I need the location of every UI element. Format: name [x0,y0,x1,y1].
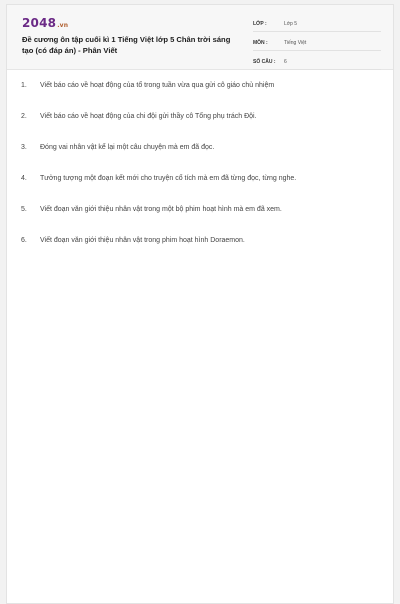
document-meta [253,17,381,74]
question-number: 4. [21,175,27,182]
question-number: 3. [21,144,27,151]
question-item [21,174,381,184]
question-item [21,112,381,122]
meta-value-question-count: 6 [284,59,287,65]
logo-main-text: 2048 [22,16,57,30]
meta-value-grade: Lớp 5 [284,21,298,27]
question-number: 6. [21,237,27,244]
question-number: 5. [21,206,27,213]
meta-label-grade: LỚP : [253,21,267,27]
document-header [7,5,393,70]
meta-label-subject: MÔN : [253,40,268,46]
question-text: Viết báo cáo về hoạt động của tổ trong tuần vừa qua gửi cô giáo chủ nhiệm [40,82,275,89]
logo-suffix-text: .vn [57,22,69,29]
meta-row-question-count [253,55,381,70]
meta-label-question-count: SỐ CÂU : [253,59,276,65]
question-item [21,81,381,91]
question-item [21,236,381,246]
question-text: Viết đoạn văn giới thiệu nhân vật trong phim hoạt hình Doraemon. [40,237,245,244]
question-text: Viết đoạn văn giới thiệu nhân vật trong một bộ phim hoạt hình mà em đã xem. [40,206,282,213]
question-number: 1. [21,82,27,89]
document-title: Đề cương ôn tập cuối kì 1 Tiếng Việt lớp 5 Chân trời sáng tạo (có đáp án) - Phân Viết [22,35,231,55]
meta-value-subject: Tiếng Việt [284,40,307,46]
site-logo[interactable] [22,16,68,33]
question-text: Đóng vai nhân vật kể lại một câu chuyện mà em đã đọc. [40,144,215,151]
question-number: 2. [21,113,27,120]
question-text: Tưởng tượng một đoạn kết mới cho truyện cổ tích mà em đã từng đọc, từng nghe. [40,175,297,182]
meta-row-grade [253,17,381,32]
question-text: Viết báo cáo về hoạt động của chi đội gửi thầy cô Tổng phụ trách Đội. [40,113,257,120]
meta-row-subject [253,36,381,51]
question-list [21,81,381,267]
question-item [21,143,381,153]
question-item [21,205,381,215]
document-page [6,4,394,604]
